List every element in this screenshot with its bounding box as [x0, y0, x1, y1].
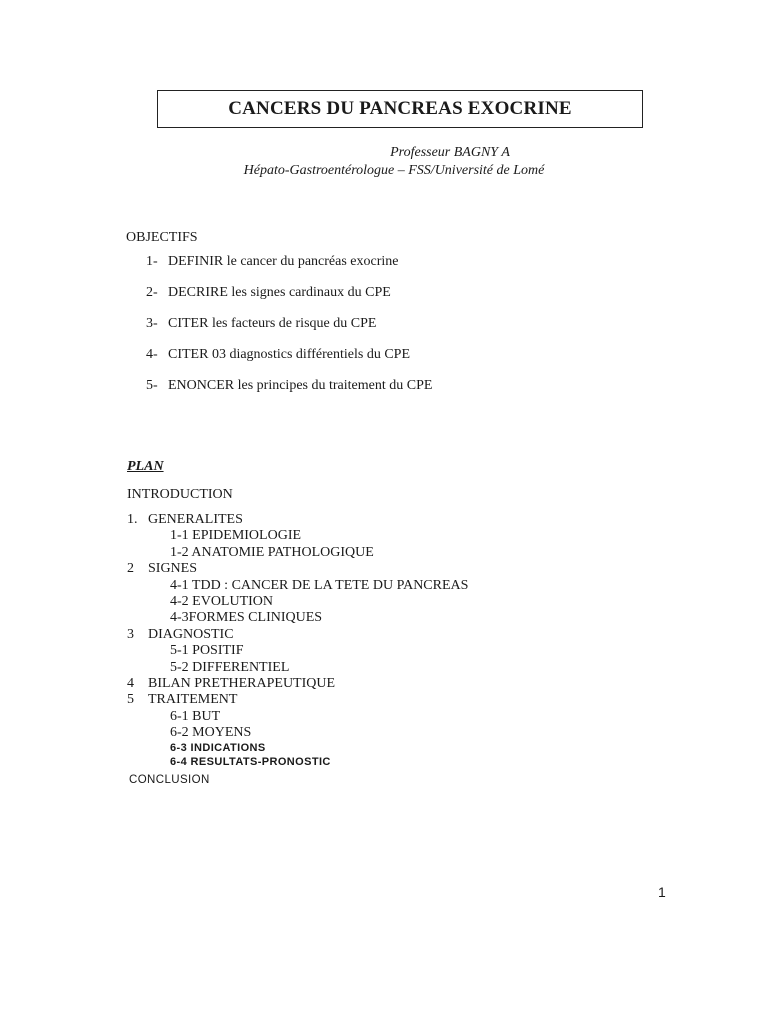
- objective-number: 5-: [146, 378, 158, 393]
- plan-subsection: 4-3FORMES CLINIQUES: [170, 610, 323, 626]
- plan-conclusion: CONCLUSION: [129, 774, 210, 786]
- plan-section: [127, 512, 468, 528]
- plan-section-number: 2: [127, 561, 134, 577]
- plan-section-title: SIGNES: [148, 561, 198, 577]
- objective-number: 4-: [146, 347, 158, 362]
- plan-subsection: 6-4 RESULTATS-PRONOSTIC: [170, 756, 331, 769]
- plan-section-number: 1.: [127, 512, 138, 527]
- document-title: CANCERS DU PANCREAS EXOCRINE: [228, 98, 572, 119]
- objective-number: 1-: [146, 254, 158, 269]
- objective-item: [146, 378, 432, 409]
- plan-heading: PLAN: [127, 459, 164, 474]
- plan-section: [127, 627, 468, 643]
- title-box: [157, 90, 643, 128]
- objective-text: ENONCER les principes du traitement du CPE: [168, 378, 433, 393]
- objective-item: [146, 254, 432, 285]
- objectives-list: [146, 254, 432, 409]
- objectives-heading: OBJECTIFS: [126, 230, 198, 245]
- plan-subsection: 1-2 ANATOMIE PATHOLOGIQUE: [170, 544, 374, 560]
- plan-introduction: INTRODUCTION: [127, 487, 233, 502]
- plan-section-title: BILAN PRETHERAPEUTIQUE: [148, 675, 336, 691]
- objective-number: 3-: [146, 316, 158, 331]
- plan-section-number: 3: [127, 626, 134, 642]
- objective-item: [146, 316, 432, 347]
- plan-section: [127, 676, 468, 692]
- plan-section-title: GENERALITES: [148, 512, 243, 527]
- page-number: 1: [658, 884, 666, 900]
- plan-subsection: 1-1 EPIDEMIOLOGIE: [170, 528, 302, 544]
- plan-section-title: DIAGNOSTIC: [148, 626, 234, 642]
- plan-subsection: 5-1 POSITIF: [170, 643, 244, 659]
- author-affiliation: Hépato-Gastroentérologue – FSS/Université de Lomé: [243, 163, 545, 178]
- plan-subsection: 6-3 INDICATIONS: [170, 742, 266, 755]
- plan-list: [127, 512, 468, 769]
- plan-section: [127, 561, 468, 577]
- plan-section-number: 4: [127, 675, 134, 691]
- plan-section: [127, 692, 468, 708]
- plan-subsection: 6-2 MOYENS: [170, 725, 252, 741]
- plan-subsection: 5-2 DIFFERENTIEL: [170, 659, 290, 675]
- objective-text: DEFINIR le cancer du pancréas exocrine: [168, 254, 399, 269]
- author-name: Professeur BAGNY A: [390, 145, 510, 160]
- objective-number: 2-: [146, 285, 158, 300]
- objective-item: [146, 285, 432, 316]
- objective-text: CITER 03 diagnostics différentiels du CPE: [168, 347, 410, 362]
- plan-section-number: 5: [127, 692, 134, 708]
- plan-subsection: 4-1 TDD : CANCER DE LA TETE DU PANCREAS: [170, 577, 469, 593]
- objective-text: DECRIRE les signes cardinaux du CPE: [168, 285, 391, 300]
- objective-text: CITER les facteurs de risque du CPE: [168, 316, 377, 331]
- plan-subsection: 4-2 EVOLUTION: [170, 593, 274, 609]
- plan-subsection: 6-1 BUT: [170, 708, 221, 724]
- plan-section-title: TRAITEMENT: [148, 692, 238, 708]
- objective-item: [146, 347, 432, 378]
